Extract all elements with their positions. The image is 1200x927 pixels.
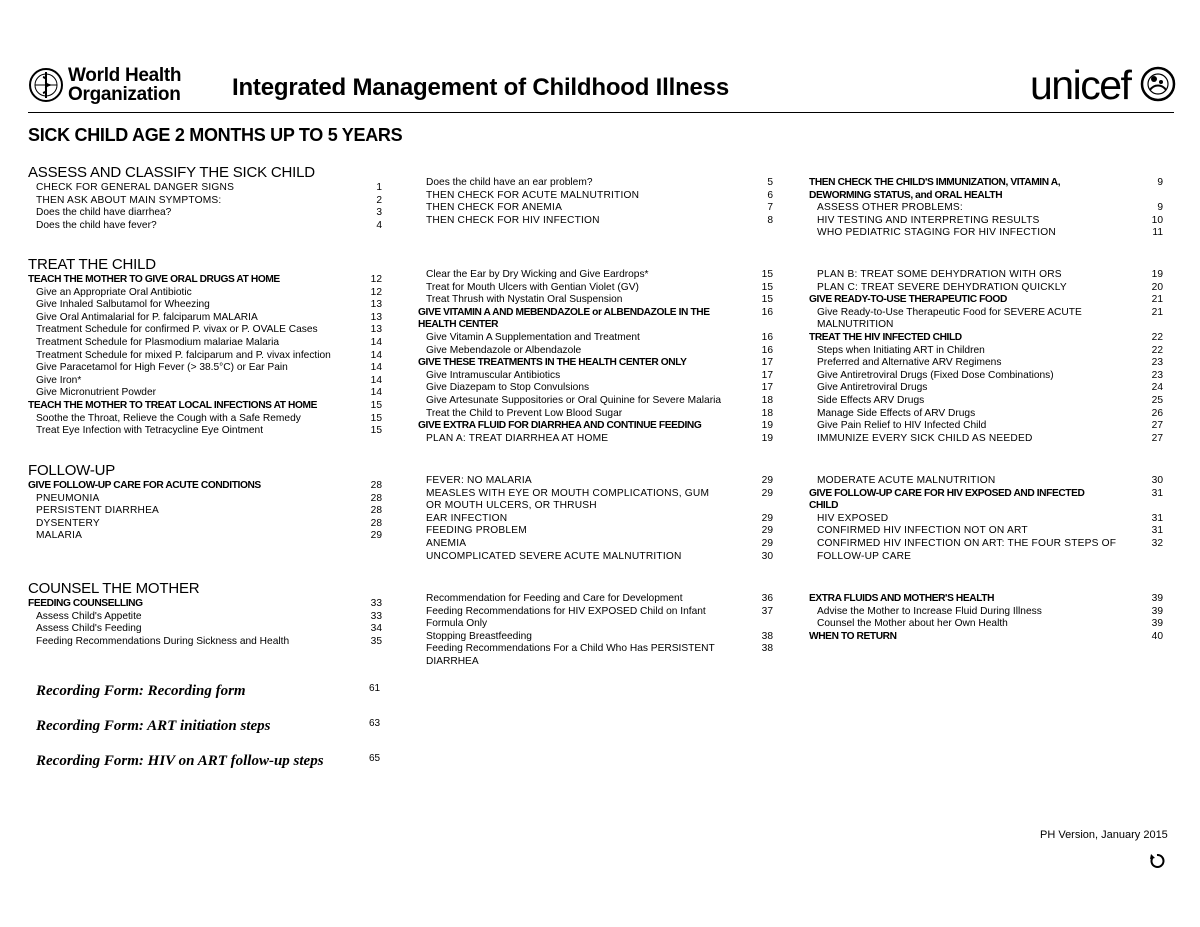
- toc-row[interactable]: Treat the Child to Prevent Low Blood Sugar 18: [426, 407, 773, 419]
- who-name-line2: Organization: [68, 84, 181, 105]
- toc-row[interactable]: Give Ready-to-Use Therapeutic Food for SEVERE ACUTE MALNUTRITION 21: [817, 306, 1163, 331]
- toc-row[interactable]: GIVE VITAMIN A AND MEBENDAZOLE or ALBENDAZOLE IN THE HEALTH CENTER 16: [418, 306, 773, 331]
- toc-row[interactable]: Treatment Schedule for mixed P. falciparum and P. vivax infection 14: [36, 349, 382, 361]
- toc-row[interactable]: Feeding Recommendations During Sickness and Health 35: [36, 635, 382, 647]
- toc-row[interactable]: PLAN B: TREAT SOME DEHYDRATION WITH ORS 19: [817, 269, 1163, 280]
- toc-row[interactable]: GIVE FOLLOW-UP CARE FOR HIV EXPOSED AND INFECTED CHILD 31: [809, 487, 1163, 512]
- assess-heading: ASSESS AND CLASSIFY THE SICK CHILD: [28, 164, 315, 181]
- unicef-emblem-icon: [1140, 66, 1176, 102]
- recording-form-page: 65: [369, 753, 381, 764]
- toc-row[interactable]: IMMUNIZE EVERY SICK CHILD AS NEEDED 27: [817, 432, 1163, 444]
- toc-row[interactable]: Feeding Recommendations for HIV EXPOSED Child on Infant Formula Only 37: [426, 605, 773, 630]
- recording-form-link[interactable]: Recording Form: HIV on ART follow-up steps: [36, 753, 324, 769]
- toc-row[interactable]: HIV TESTING AND INTERPRETING RESULTS 10: [817, 214, 1163, 226]
- toc-row[interactable]: Clear the Ear by Dry Wicking and Give Eardrops* 15: [426, 269, 773, 280]
- unicef-wordmark: unicef: [1030, 62, 1131, 108]
- toc-row[interactable]: Give Mebendazole or Albendazole 16: [426, 344, 773, 356]
- toc-row[interactable]: Give Oral Antimalarial for P. falciparum MALARIA 13: [36, 311, 382, 323]
- who-logo: [28, 66, 188, 110]
- toc-row[interactable]: Give Paracetamol for High Fever (> 38.5°C) or Ear Pain 14: [36, 362, 382, 374]
- toc-row[interactable]: Steps when Initiating ART in Children 22: [817, 344, 1163, 356]
- toc-row[interactable]: DYSENTERY 28: [36, 517, 382, 529]
- toc-row[interactable]: MALARIA 29: [36, 530, 382, 542]
- treat-col2: [418, 269, 773, 445]
- toc-row[interactable]: MEASLES WITH EYE OR MOUTH COMPLICATIONS, GUM OR MOUTH ULCERS, OR THRUSH 29: [426, 487, 773, 512]
- toc-row[interactable]: EXTRA FLUIDS AND MOTHER'S HEALTH 39: [809, 593, 1163, 604]
- toc-row[interactable]: Treatment Schedule for Plasmodium malariae Malaria 14: [36, 336, 382, 348]
- toc-row[interactable]: Treatment Schedule for confirmed P. vivax or P. OVALE Cases 13: [36, 324, 382, 336]
- toc-row[interactable]: THEN CHECK FOR ACUTE MALNUTRITION 6: [426, 189, 773, 201]
- treat-col1: [28, 274, 382, 438]
- toc-row[interactable]: UNCOMPLICATED SEVERE ACUTE MALNUTRITION 30: [426, 550, 773, 562]
- toc-row[interactable]: Give Antiretroviral Drugs 24: [817, 382, 1163, 394]
- recording-form-link[interactable]: Recording Form: Recording form: [36, 683, 246, 699]
- toc-row[interactable]: Give Inhaled Salbutamol for Wheezing 13: [36, 299, 382, 311]
- toc-row[interactable]: Manage Side Effects of ARV Drugs 26: [817, 407, 1163, 419]
- toc-row[interactable]: FEVER: NO MALARIA 29: [426, 475, 773, 486]
- toc-row[interactable]: CONFIRMED HIV INFECTION NOT ON ART 31: [817, 525, 1163, 537]
- toc-row[interactable]: Give Antiretroviral Drugs (Fixed Dose Combinations) 23: [817, 369, 1163, 381]
- toc-row[interactable]: TEACH THE MOTHER TO TREAT LOCAL INFECTIONS AT HOME 15: [28, 399, 382, 411]
- followup-col3: [809, 475, 1163, 563]
- toc-row[interactable]: Recommendation for Feeding and Care for Development 36: [426, 593, 773, 604]
- toc-row[interactable]: WHO PEDIATRIC STAGING FOR HIV INFECTION 11: [817, 227, 1163, 239]
- toc-row[interactable]: GIVE FOLLOW-UP CARE FOR ACUTE CONDITIONS 28: [28, 480, 382, 491]
- assess-col3: [809, 177, 1163, 240]
- counsel-col3: [809, 593, 1163, 643]
- toc-row[interactable]: GIVE THESE TREATMENTS IN THE HEALTH CENTER ONLY 17: [418, 357, 773, 369]
- toc-row[interactable]: Give Diazepam to Stop Convulsions 17: [426, 382, 773, 394]
- assess-col1: [28, 182, 382, 232]
- recording-form-page: 63: [369, 718, 381, 729]
- toc-row[interactable]: EAR INFECTION 29: [426, 512, 773, 524]
- toc-row[interactable]: Give Artesunate Suppositories or Oral Quinine for Severe Malaria 18: [426, 394, 773, 406]
- toc-row[interactable]: Side Effects ARV Drugs 25: [817, 394, 1163, 406]
- toc-row[interactable]: FEEDING COUNSELLING 33: [28, 598, 382, 609]
- followup-col2: [418, 475, 773, 563]
- toc-row[interactable]: Soothe the Throat, Relieve the Cough with a Safe Remedy 15: [36, 412, 382, 424]
- back-arrow-icon[interactable]: [1149, 853, 1165, 869]
- toc-row[interactable]: Give Iron* 14: [36, 374, 382, 386]
- who-name-line1: World Health: [68, 65, 182, 86]
- toc-row[interactable]: Does the child have diarrhea? 3: [36, 207, 382, 219]
- document-title: Integrated Management of Childhood Illness: [232, 74, 729, 101]
- toc-row[interactable]: CONFIRMED HIV INFECTION ON ART: THE FOUR STEPS OF FOLLOW-UP CARE 32: [817, 537, 1163, 562]
- version-label: PH Version, January 2015: [1040, 829, 1168, 841]
- toc-row[interactable]: Assess Child's Feeding 34: [36, 623, 382, 635]
- toc-row[interactable]: PLAN C: TREAT SEVERE DEHYDRATION QUICKLY 20: [817, 281, 1163, 293]
- page-subtitle: SICK CHILD AGE 2 MONTHS UP TO 5 YEARS: [28, 125, 403, 145]
- toc-row[interactable]: Treat for Mouth Ulcers with Gentian Violet (GV) 15: [426, 281, 773, 293]
- toc-row[interactable]: MODERATE ACUTE MALNUTRITION 30: [817, 475, 1163, 486]
- toc-row[interactable]: FEEDING PROBLEM 29: [426, 525, 773, 537]
- toc-row[interactable]: Treat Thrush with Nystatin Oral Suspension 15: [426, 294, 773, 306]
- counsel-col2: [418, 593, 773, 669]
- toc-row[interactable]: Does the child have an ear problem? 5: [426, 177, 773, 188]
- toc-row[interactable]: Give Vitamin A Supplementation and Treatment 16: [426, 331, 773, 343]
- toc-row[interactable]: Does the child have fever? 4: [36, 219, 382, 231]
- header-divider: [28, 112, 1174, 113]
- counsel-col1: [28, 598, 382, 648]
- treat-col3: [809, 269, 1163, 445]
- toc-row[interactable]: Give Intramuscular Antibiotics 17: [426, 369, 773, 381]
- toc-row[interactable]: ASSESS OTHER PROBLEMS: 9: [817, 202, 1163, 214]
- toc-row[interactable]: CHECK FOR GENERAL DANGER SIGNS 1: [36, 182, 382, 193]
- toc-row[interactable]: Give an Appropriate Oral Antibiotic 12: [36, 286, 382, 298]
- toc-row[interactable]: THEN CHECK FOR HIV INFECTION 8: [426, 214, 773, 226]
- toc-row[interactable]: PNEUMONIA 28: [36, 492, 382, 504]
- toc-row[interactable]: Advise the Mother to Increase Fluid During Illness 39: [817, 605, 1163, 617]
- unicef-logo: [1030, 64, 1178, 110]
- recording-form-page: 61: [369, 683, 381, 694]
- toc-row[interactable]: HIV EXPOSED 31: [817, 512, 1163, 524]
- assess-col2: [418, 177, 773, 227]
- toc-row[interactable]: PERSISTENT DIARRHEA 28: [36, 505, 382, 517]
- toc-row[interactable]: Give Micronutrient Powder 14: [36, 387, 382, 399]
- toc-row[interactable]: PLAN A: TREAT DIARRHEA AT HOME 19: [426, 432, 773, 444]
- toc-row[interactable]: THEN ASK ABOUT MAIN SYMPTOMS: 2: [36, 194, 382, 206]
- toc-row[interactable]: THEN CHECK FOR ANEMIA 7: [426, 202, 773, 214]
- toc-row[interactable]: ANEMIA 29: [426, 537, 773, 549]
- toc-row[interactable]: GIVE EXTRA FLUID FOR DIARRHEA AND CONTINUE FEEDING 19: [418, 420, 773, 432]
- toc-row[interactable]: Counsel the Mother about her Own Health 39: [817, 618, 1163, 630]
- toc-row[interactable]: Treat Eye Infection with Tetracycline Eye Ointment 15: [36, 425, 382, 437]
- who-emblem-icon: [28, 67, 64, 103]
- recording-form-link[interactable]: Recording Form: ART initiation steps: [36, 718, 271, 734]
- followup-heading: FOLLOW-UP: [28, 462, 116, 479]
- toc-row[interactable]: Preferred and Alternative ARV Regimens 23: [817, 357, 1163, 369]
- toc-row[interactable]: THEN CHECK THE CHILD'S IMMUNIZATION, VITAMIN A, DEWORMING STATUS, and ORAL HEALTH 9: [809, 177, 1163, 201]
- toc-row[interactable]: Stopping Breastfeeding 38: [426, 630, 773, 642]
- counsel-heading: COUNSEL THE MOTHER: [28, 580, 200, 597]
- toc-row[interactable]: WHEN TO RETURN 40: [809, 630, 1163, 642]
- treat-heading: TREAT THE CHILD: [28, 256, 156, 273]
- toc-row[interactable]: TREAT THE HIV INFECTED CHILD 22: [809, 331, 1163, 343]
- toc-row[interactable]: Feeding Recommendations For a Child Who Has PERSISTENT DIARRHEA 38: [426, 643, 773, 667]
- toc-row[interactable]: TEACH THE MOTHER TO GIVE ORAL DRUGS AT HOME 12: [28, 274, 382, 285]
- followup-col1: [28, 480, 382, 543]
- toc-row[interactable]: GIVE READY-TO-USE THERAPEUTIC FOOD 21: [809, 294, 1163, 306]
- toc-row[interactable]: Give Pain Relief to HIV Infected Child 27: [817, 420, 1163, 432]
- toc-row[interactable]: Assess Child's Appetite 33: [36, 610, 382, 622]
